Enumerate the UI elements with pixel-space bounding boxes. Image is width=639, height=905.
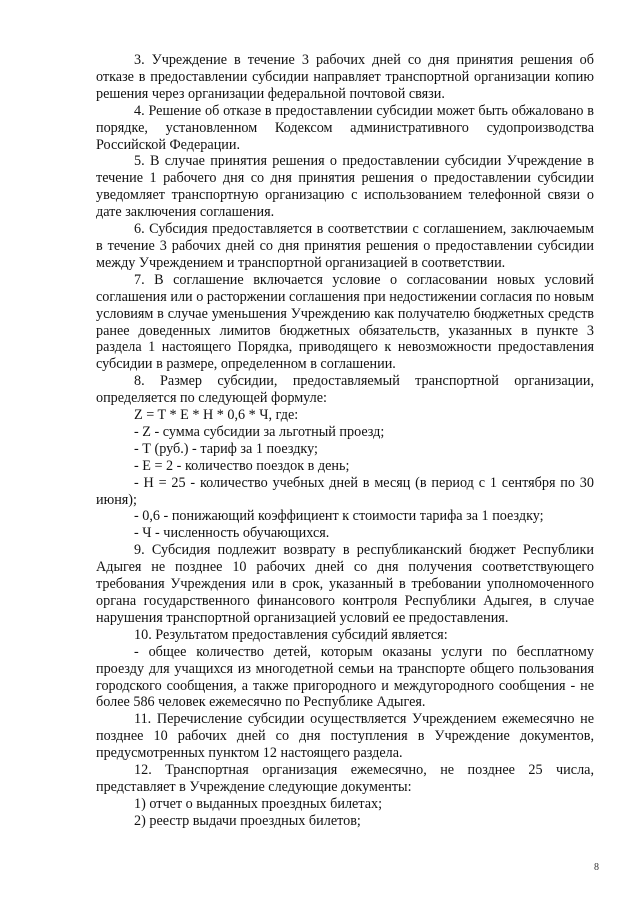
- formula-item-ch: - Ч - численность обучающихся.: [134, 525, 330, 542]
- paragraph-6: 6. Субсидия предоставляется в соответствии с соглашением, заключаемым в течение 3 рабочих дней со дня принятия решения о предоставлении субсидии между Учреждением и транспортной организацией в соответствии.: [96, 221, 594, 271]
- paragraph-12: 12. Транспортная организация ежемесячно, не позднее 25 числа, представляет в Учреждение следующие документы:: [96, 762, 594, 795]
- paragraph-9: 9. Субсидия подлежит возврату в республиканский бюджет Республики Адыгея не позднее 10 рабочих дней со дня получения соответствующего требования Учреждения или в срок, указанный в требовании уполномоченного органа государственного финансового контроля Республики Адыгея, в случае нарушения транспортной организацией условий ее предоставления.: [96, 542, 594, 626]
- page-number: 8: [594, 862, 599, 873]
- paragraph-4: 4. Решение об отказе в предоставлении субсидии может быть обжаловано в порядке, установленном Кодексом административного судопроизводства Российской Федерации.: [96, 102, 594, 153]
- document-list-item-2: 2) реестр выдачи проездных билетов;: [134, 812, 361, 829]
- paragraph-10: 10. Результатом предоставления субсидий является:: [134, 626, 448, 643]
- paragraph-11: 11. Перечисление субсидии осуществляется Учреждением ежемесячно не позднее 10 рабочих дней со дня поступления в Учреждение документов, предусмотренных пунктом 12 настоящего раздела.: [96, 711, 594, 762]
- document-body: [96, 52, 594, 830]
- formula-item-z: - Z - сумма субсидии за льготный проезд;: [134, 423, 385, 440]
- paragraph-10-result: - общее количество детей, которым оказаны услуги по бесплатному проезду для учащихся из многодетной семьи на транспорте общего пользования городского сообщения, а также пригородного и междугородного сообщения - не более 586 человек ежемесячно по Республике Адыгея.: [96, 643, 594, 711]
- formula: Z = T * E * H * 0,6 * Ч, где:: [134, 407, 299, 424]
- paragraph-8: 8. Размер субсидии, предоставляемый транспортной организации, определяется по следующей формуле:: [96, 373, 594, 407]
- formula-item-h: - Н = 25 - количество учебных дней в месяц (в период с 1 сентября по 30 июня);: [96, 474, 594, 508]
- paragraph-3: 3. Учреждение в течение 3 рабочих дней со дня принятия решения об отказе в предоставлении субсидии направляет транспортной организации копию решения через организации федеральной почтовой связи.: [96, 52, 594, 102]
- document-list-item-1: 1) отчет о выданных проездных билетах;: [134, 795, 383, 812]
- formula-item-t: - Т (руб.) - тариф за 1 поездку;: [134, 440, 318, 457]
- formula-item-e: - Е = 2 - количество поездок в день;: [134, 457, 350, 474]
- formula-item-coef: - 0,6 - понижающий коэффициент к стоимости тарифа за 1 поездку;: [134, 508, 544, 525]
- paragraph-5: 5. В случае принятия решения о предоставлении субсидии Учреждение в течение 1 рабочего дня со дня принятия решения о предоставлении субсидии уведомляет транспортную организацию с использованием телефонной связи о дате заключения соглашения.: [96, 153, 594, 221]
- paragraph-7: 7. В соглашение включается условие о согласовании новых условий соглашения или о расторжении соглашения при недостижении согласия по новым условиям в случае уменьшения Учреждению как получателю бюджетных средств ранее доведенных лимитов бюджетных обязательств, указанных в пункте 3 раздела 1 настоящего Порядка, приводящего к невозможности предоставления субсидии в размере, определенном в соглашении.: [96, 271, 594, 373]
